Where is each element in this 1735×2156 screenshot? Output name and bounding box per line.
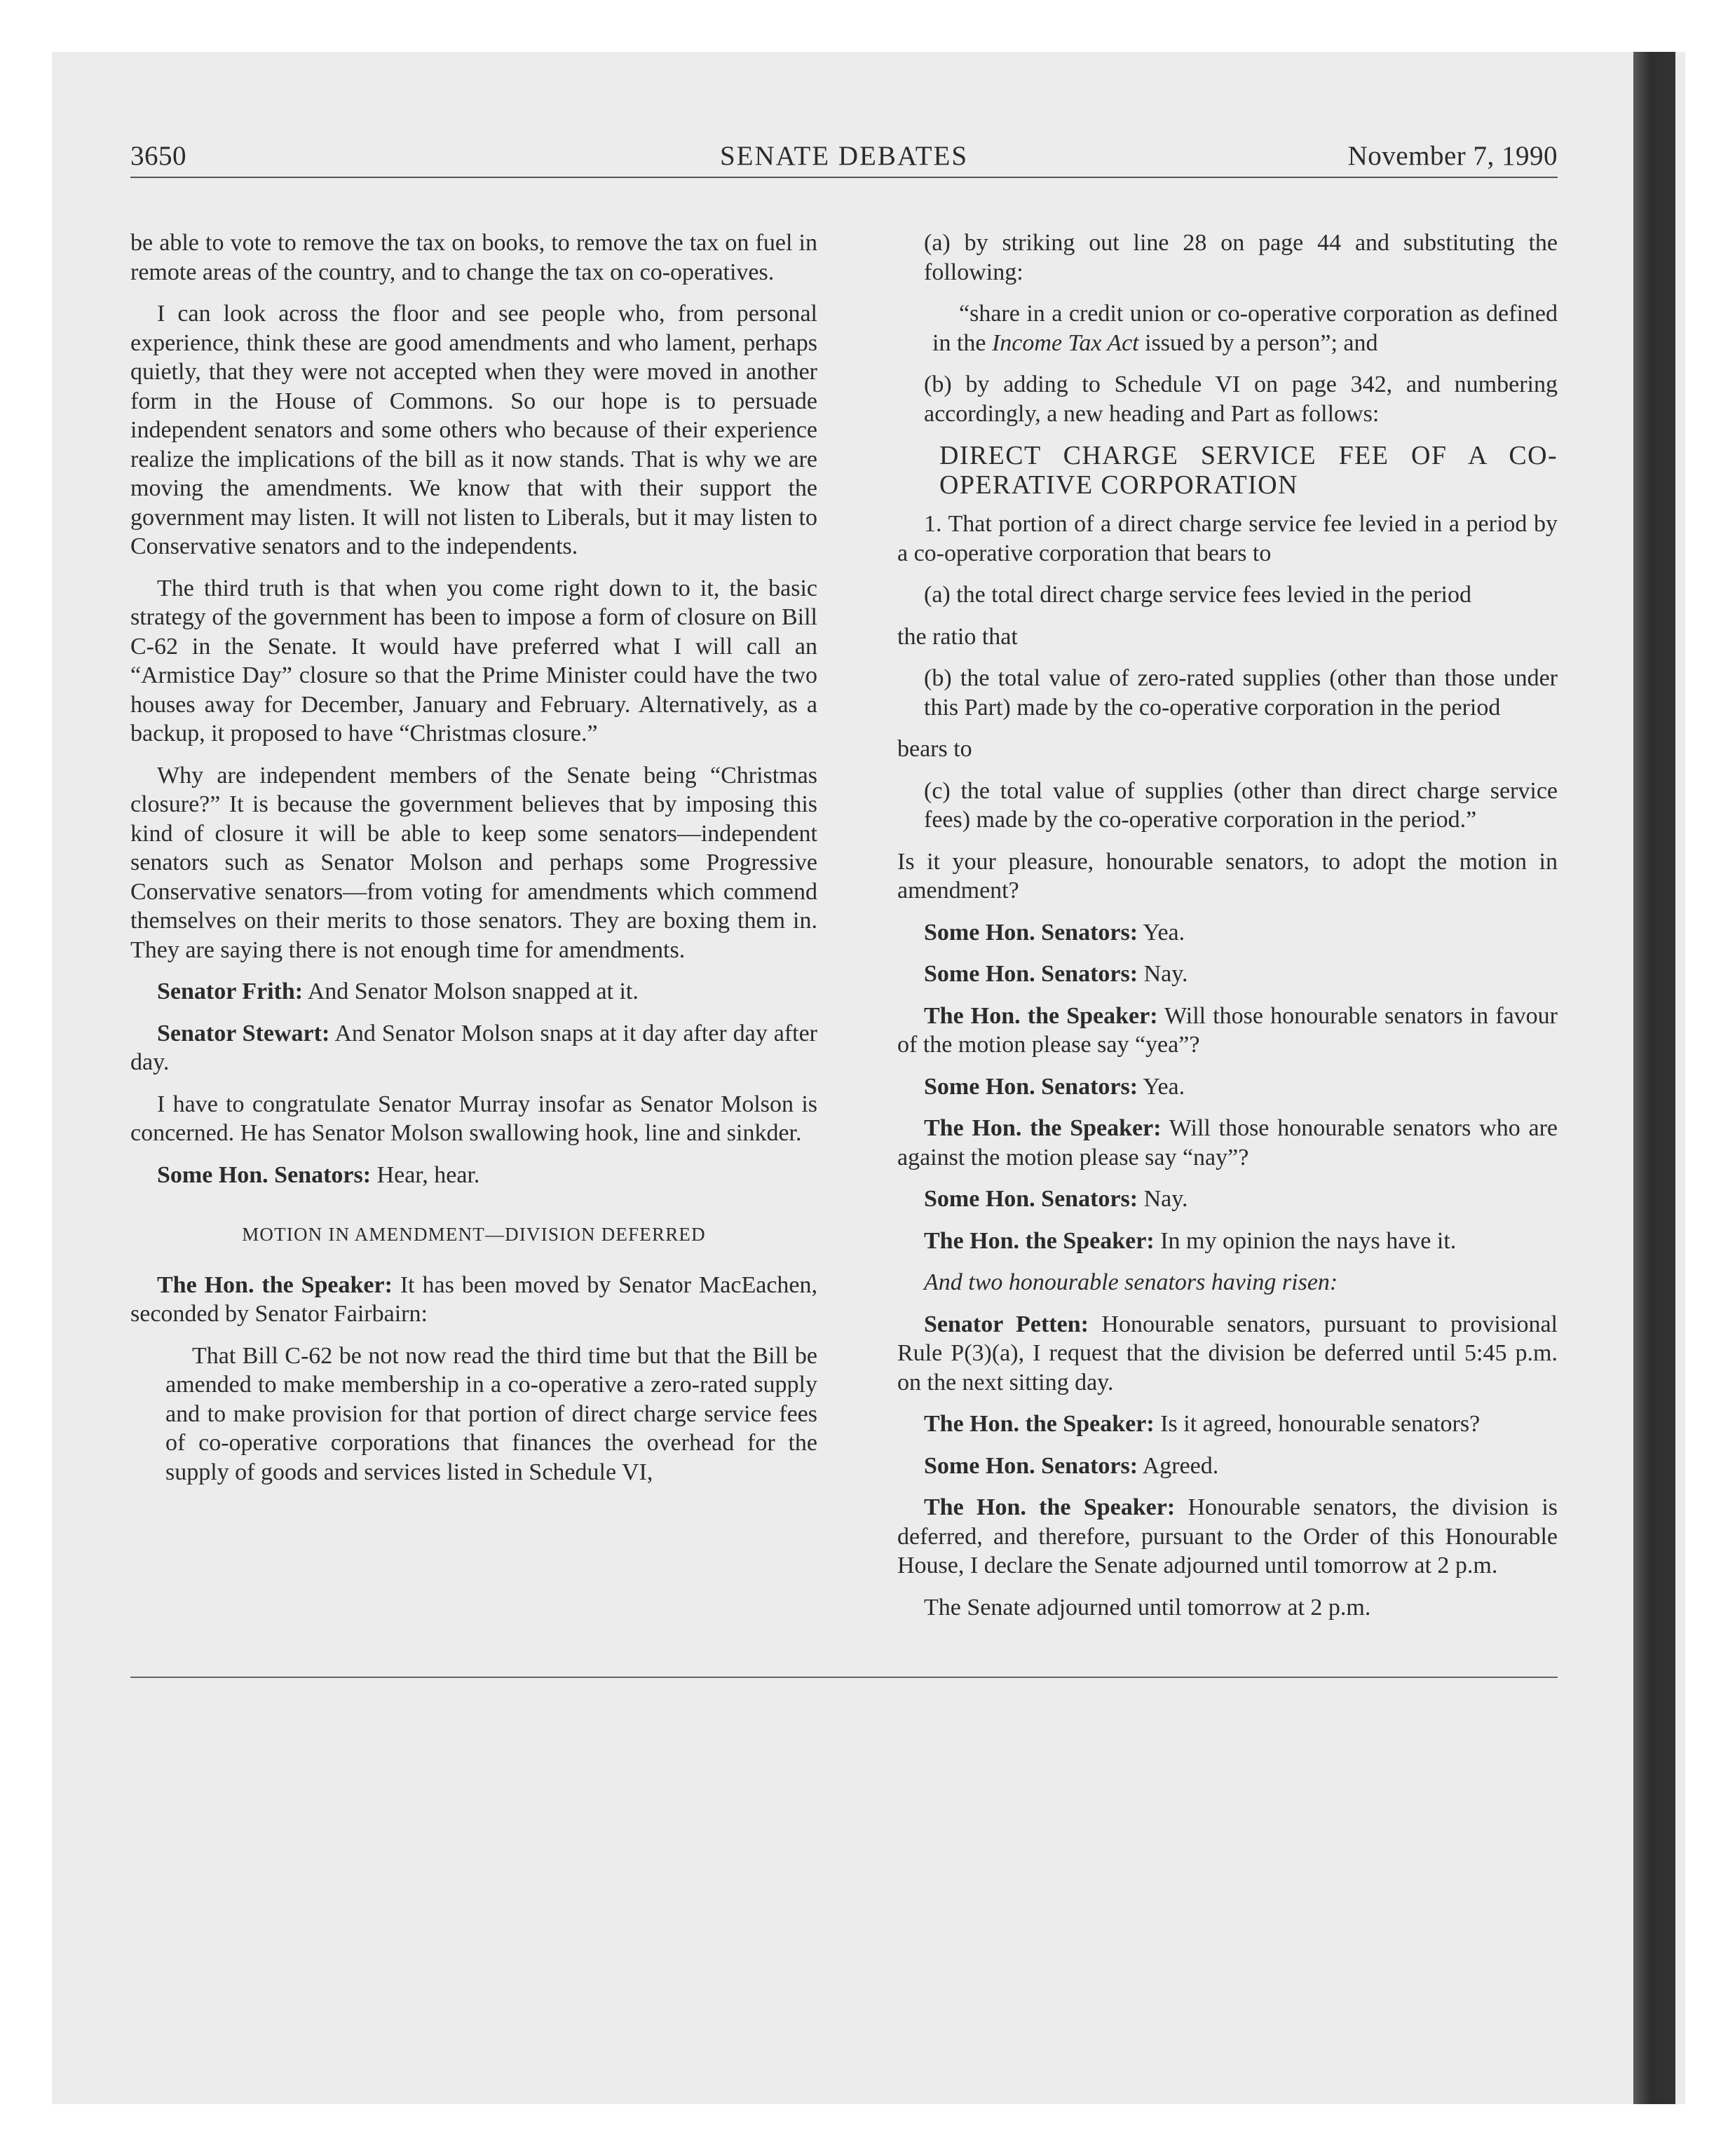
paragraph: Why are independent members of the Senate being “Christmas closure?” It is because the government believes that by imposing this kind of closure it will be able to keep some senators—independent senators such as Senator Molson and perhaps some Progressive Conservative senators—from voting for amendments which commend themselves on their merits to those senators. They are boxing them in. They are saying there is not enough time for amendments. <box>130 762 817 963</box>
speaker-name: Some Hon. Senators: <box>924 1186 1138 1212</box>
publication-date: November 7, 1990 <box>1347 141 1558 171</box>
speech-speaker-yea <box>897 1002 1558 1060</box>
ratio-connector: the ratio that <box>897 623 1018 650</box>
speech-speaker-agreed <box>897 1410 1558 1439</box>
speaker-name: Senator Stewart: <box>157 1020 330 1046</box>
paragraph: I can look across the floor and see people who, from personal experience, think these are good amendments and who lament, perhaps quietly, that they were not accepted when they were moved in another form in the House of Commons. So our hope is to persuade independent senators and some others who because of their experience realize the implications of the bill as it now stands. That is why we are moving the amendments. We know that with their support the government may listen. It will not listen to Liberals, but it may listen to Conservative senators and to the independents. <box>130 301 817 559</box>
speaker-name: Some Hon. Senators: <box>157 1161 372 1188</box>
amendment-item-a: (a) by striking out line 28 on page 44 and substituting the following: <box>924 230 1558 285</box>
speech-text: Nay. <box>1143 961 1188 987</box>
speech-speaker <box>130 1271 817 1329</box>
speech-yea-2 <box>897 1072 1558 1102</box>
act-title: Income Tax Act <box>991 329 1139 356</box>
speech-nay-1 <box>897 960 1558 989</box>
speech-text: Will those honourable senators in favour of the motion please say “yea”? <box>897 1002 1558 1058</box>
right-column <box>897 228 1558 1635</box>
speech-text: And Senator Molson snaps at it day after day after day. <box>130 1020 817 1075</box>
left-column <box>130 228 817 1499</box>
adjournment-note: The Senate adjourned until tomorrow at 2 p.m. <box>924 1594 1371 1621</box>
speaker-name: Some Hon. Senators: <box>924 1452 1138 1479</box>
part-sub-a: (a) the total direct charge service fees levied in the period <box>924 582 1472 608</box>
paragraph: be able to vote to remove the tax on books, to remove the tax on fuel in remote areas of the country, and to change the tax on co-operatives. <box>130 230 817 285</box>
speaker-name: The Hon. the Speaker: <box>924 1411 1155 1437</box>
part-sub-b: (b) the total value of zero-rated supplies (other than those under this Part) made by the co-operative corporation in the period <box>924 665 1558 721</box>
quote-text: issued by a person”; and <box>1138 329 1378 356</box>
paragraph: I have to congratulate Senator Murray insofar as Senator Molson is concerned. He has Senator Molson swallowing hook, line and sinkder. <box>130 1091 817 1146</box>
speaker-name: The Hon. the Speaker: <box>924 1494 1176 1520</box>
speech-text: In my opinion the nays have it. <box>1160 1227 1457 1254</box>
bears-to-connector: bears to <box>897 736 972 762</box>
speech-text: Nay. <box>1143 1186 1188 1212</box>
speaker-name: Some Hon. Senators: <box>924 1073 1138 1100</box>
part-item-1: 1. That portion of a direct charge service fee levied in a period by a co-operative corporation that bears to <box>897 511 1558 566</box>
speech-text: Honourable senators, the division is deferred, and therefore, pursuant to the Order of this Honourable House, I declare the Senate adjourned until tomorrow at 2 p.m. <box>897 1494 1558 1578</box>
stage-direction: And two honourable senators having risen: <box>924 1269 1338 1295</box>
speech-text: Will those honourable senators who are against the motion please say “nay”? <box>897 1115 1558 1171</box>
publication-title: SENATE DEBATES <box>719 141 969 171</box>
speech-stewart <box>130 1019 817 1077</box>
speech-text: It has been moved by Senator MacEachen, seconded by Senator Fairbairn: <box>130 1271 817 1327</box>
speaker-name: The Hon. the Speaker: <box>157 1271 393 1298</box>
speech-speaker-nay <box>897 1114 1558 1172</box>
speech-text: Honourable senators, pursuant to provisional Rule P(3)(a), I request that the division be deferred until 5:45 p.m. on the next sitting day. <box>897 1311 1558 1396</box>
speech-petten <box>897 1310 1558 1398</box>
paragraph: The third truth is that when you come right down to it, the basic strategy of the government has been to impose a form of closure on Bill C-62 in the Senate. It would have preferred what I will call an “Armistice Day” closure so that the Prime Minister could have the two houses away for December, January and February. Alternatively, as a backup, it proposed to have “Christmas closure.” <box>130 575 817 746</box>
section-heading: MOTION IN AMENDMENT—DIVISION DEFERRED <box>242 1224 706 1245</box>
speaker-name: Some Hon. Senators: <box>924 961 1138 987</box>
part-sub-c: (c) the total value of supplies (other than direct charge service fees) made by the co-operative corporation in the period.” <box>924 777 1558 833</box>
speaker-name: Senator Frith: <box>157 978 304 1004</box>
pleasure-question: Is it your pleasure, honourable senators, to adopt the motion in amendment? <box>897 848 1558 903</box>
speech-text: Hear, hear. <box>376 1161 480 1188</box>
page-number: 3650 <box>130 141 186 171</box>
speech-yea-1 <box>897 918 1558 948</box>
speech-frith <box>130 977 817 1007</box>
speaker-name: Senator Petten: <box>924 1311 1089 1337</box>
footer-rule <box>130 1677 1558 1678</box>
speech-nay-2 <box>897 1185 1558 1214</box>
motion-text: That Bill C-62 be not now read the third time but that the Bill be amended to make membership in a co-operative a zero-rated supply and to make provision for that portion of direct charge service fees of co-operative corporations that finances the overhead for the supply of goods and services listed in Schedule VI, <box>165 1342 817 1485</box>
speaker-name: The Hon. the Speaker: <box>924 1227 1155 1254</box>
amendment-item-b: (b) by adding to Schedule VI on page 342, and numbering accordingly, a new heading and Part as follows: <box>924 371 1558 427</box>
quote-text: “share in a credit union or co-operative corporation as defined in the <box>932 301 1558 356</box>
speech-text: Yea. <box>1143 919 1185 946</box>
speech-some-hon <box>130 1161 817 1190</box>
page-edge-shadow <box>1633 52 1675 2104</box>
amendment-quote <box>932 299 1558 357</box>
speech-speaker-opinion <box>897 1227 1558 1256</box>
speech-text: And Senator Molson snapped at it. <box>307 978 639 1004</box>
speech-text: Is it agreed, honourable senators? <box>1160 1411 1481 1437</box>
part-heading: DIRECT CHARGE SERVICE FEE OF A CO-OPERATIVE CORPORATION <box>939 441 1558 500</box>
speech-text: Yea. <box>1143 1073 1185 1100</box>
running-header <box>130 140 1558 179</box>
speech-agreed <box>897 1452 1558 1481</box>
speech-text: Agreed. <box>1142 1452 1219 1479</box>
speaker-name: Some Hon. Senators: <box>924 919 1138 946</box>
speaker-name: The Hon. the Speaker: <box>924 1002 1158 1029</box>
speaker-name: The Hon. the Speaker: <box>924 1115 1162 1141</box>
header-rule <box>130 177 1558 178</box>
speech-speaker-final <box>897 1493 1558 1581</box>
